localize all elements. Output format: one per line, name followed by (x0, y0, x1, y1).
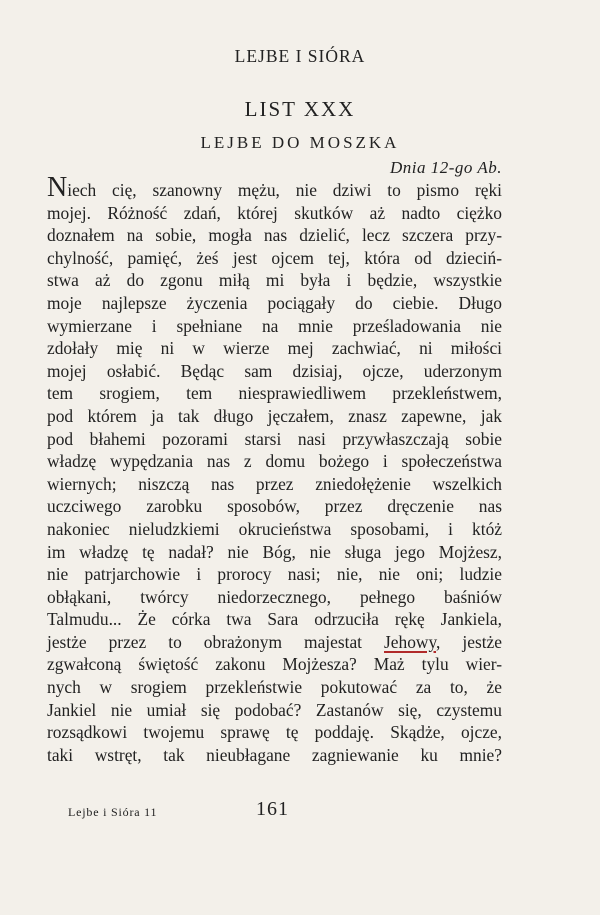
text-line: wymierzane i spełniane na mnie prześladowania nie (47, 315, 502, 336)
text-line: uczciwego zarobku sposobów, przez dręczenie nas (47, 496, 502, 517)
line-text: , jestże (436, 631, 502, 652)
text-line: rozsądkowi twojemu sprawę tę poddaję. Skądże, ojcze, (47, 722, 502, 743)
text-line: zdołały mię ni w wierze mej zachwiać, ni miłości (47, 338, 502, 359)
text-line: pod którem ja tak długo jęczałem, znasz zapewne, jak (47, 405, 502, 426)
letter-body (47, 172, 502, 766)
text-line: moje najlepsze życzenia pociągały do ciebie. Długo (47, 292, 502, 313)
text-line: zgwałconą świętość zakonu Mojżesza? Maż tylu wier- (47, 654, 502, 675)
text-line: tem srogiem, tem niesprawiedliwem przekleństwem, (47, 383, 502, 404)
text-line: pod błahemi pozorami starsi nasi przywłaszczają sobie (47, 428, 502, 449)
drop-cap: N (47, 172, 68, 203)
text-line: nych w srogiem przekleństwie pokutować za to, że (47, 677, 502, 698)
text-line: nie patrjarchowie i prorocy nasi; nie, nie oni; ludzie (47, 564, 502, 585)
text-line: stwa aż do zgonu miłą mi była i będzie, wszystkie (47, 270, 502, 291)
footer-signature: Lejbe i Sióra 11 (68, 805, 158, 819)
dateline: Dnia 12-go Ab. (390, 158, 502, 177)
line-text: iech cię, szanowny mężu, nie dziwi to pismo ręki (67, 180, 502, 200)
letter-title: LIST XXX (244, 97, 356, 121)
page-number: 161 (256, 798, 289, 820)
text-line: chylność, pamięć, żeś jest ojcem tej, która od dzieciń- (47, 247, 502, 268)
letter-subtitle: LEJBE DO MOSZKA (200, 133, 400, 152)
underlined-word: Jehowy (384, 631, 437, 652)
text-line: Talmudu... Że córka twa Sara odrzuciła rękę Jankiela, (47, 609, 502, 630)
text-line: Jankiel nie umiał się podobać? Zastanów się, czystemu (47, 699, 502, 720)
text-line: taki wstręt, tak nieubłagane zagniewanie ku mnie? (47, 744, 502, 765)
text-line (47, 172, 502, 203)
text-line: wiernych; niszczą nas przez zniedołężenie wszelkich (47, 473, 502, 494)
text-line (47, 631, 502, 654)
line-text: jestże przez to obrażonym majestat (47, 631, 362, 652)
text-line: władzę wypędzania nas z domu bożego i społeczeństwa (47, 451, 502, 472)
text-line: doznałem na sobie, mogła nas dzielić, lecz szczera przy- (47, 225, 502, 246)
text-line: im władzę tę nadał? nie Bóg, nie sługa jego Mojżesz, (47, 541, 502, 562)
text-line: mojej. Różność zdań, której skutków aż nadto ciężko (47, 202, 502, 223)
text-line: mojej osłabić. Będąc sam dzisiaj, ojcze, uderzonym (47, 360, 502, 381)
running-head: LEJBE I SIÓRA (234, 46, 366, 66)
text-line: obłąkani, twórcy niedorzecznego, pełnego baśniów (47, 586, 502, 607)
text-line: nakoniec nieludzkiemi okrucieństwa sposobami, i któż (47, 518, 502, 539)
